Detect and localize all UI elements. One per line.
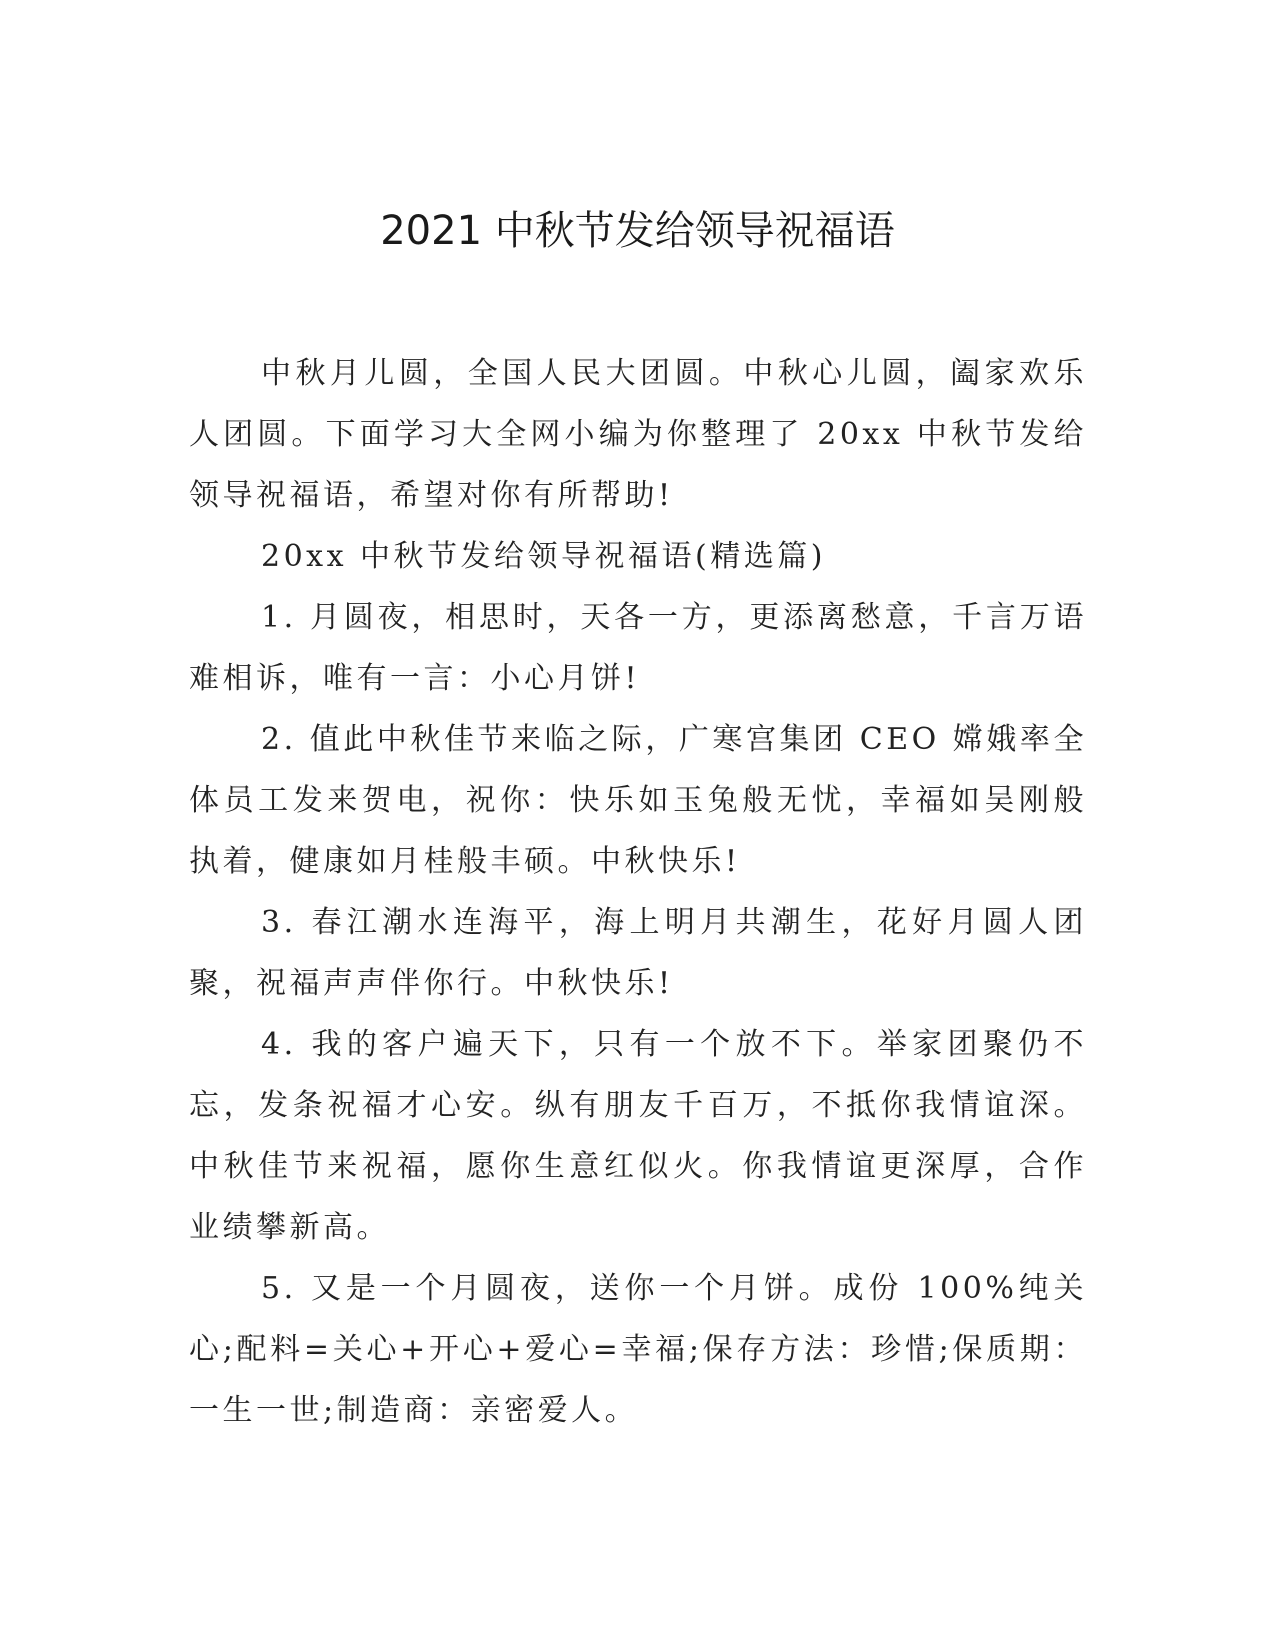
greeting-item-4: 4. 我的客户遍天下，只有一个放不下。举家团聚仍不忘，发条祝福才心安。纵有朋友千百万，不抵你我情谊深。中秋佳节来祝福，愿你生意红似火。你我情谊更深厚，合作业绩攀新高。	[189, 1027, 1087, 1245]
section-heading: 20xx 中秋节发给领导祝福语(精选篇)	[261, 539, 826, 574]
greeting-item-3: 3. 春江潮水连海平，海上明月共潮生，花好月圆人团聚，祝福声声伴你行。中秋快乐!	[189, 905, 1087, 1001]
document-body	[189, 343, 1087, 1441]
greeting-item-5: 5. 又是一个月圆夜，送你一个月饼。成份 100%纯关心;配料=关心+开心+爱心=幸福;保存方法：珍惜;保质期：一生一世;制造商：亲密爱人。	[189, 1271, 1087, 1428]
intro-paragraph: 中秋月儿圆，全国人民大团圆。中秋心儿圆，阖家欢乐人团圆。下面学习大全网小编为你整理了 20xx 中秋节发给领导祝福语，希望对你有所帮助!	[189, 356, 1087, 513]
greeting-item-2: 2. 值此中秋佳节来临之际，广寒宫集团 CEO 嫦娥率全体员工发来贺电，祝你：快乐如玉兔般无忧，幸福如吴刚般执着，健康如月桂般丰硕。中秋快乐!	[189, 722, 1087, 879]
greeting-item-1: 1. 月圆夜，相思时，天各一方，更添离愁意，千言万语难相诉，唯有一言：小心月饼!	[189, 600, 1087, 696]
document-title: 2021 中秋节发给领导祝福语	[380, 208, 895, 254]
